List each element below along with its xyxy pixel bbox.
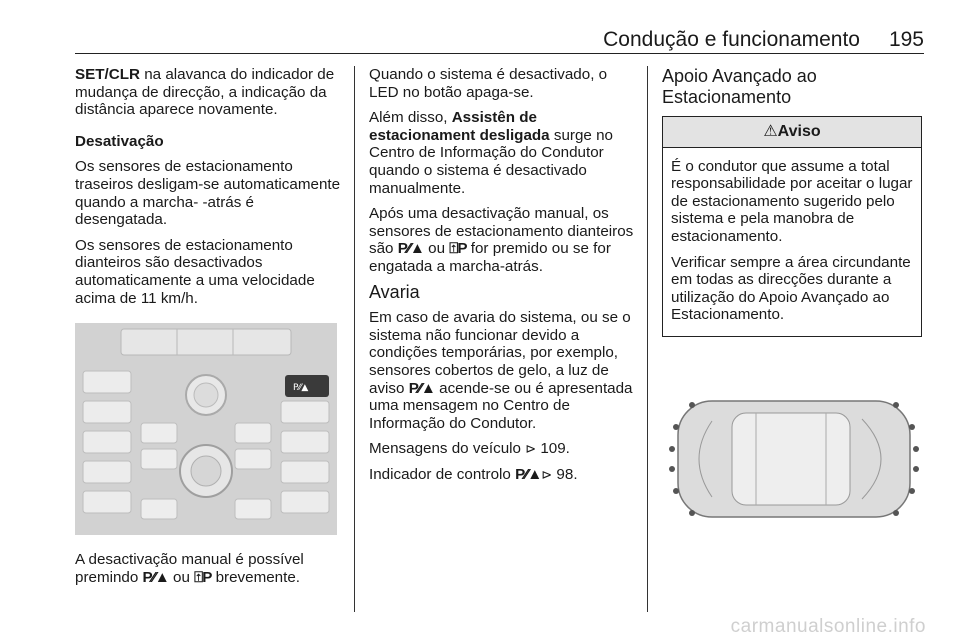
park-sensor-front-icon: P⁄⁄▲ [397, 240, 424, 258]
header-rule [75, 53, 924, 54]
page-header-title: Condução e funcionamento [603, 28, 860, 51]
warning-label: Aviso [777, 123, 821, 140]
car-sensors-image [662, 349, 926, 581]
column-divider-1 [354, 66, 355, 612]
reference-control-indicator[interactable]: Indicador de controlo P⁄⁄▲⊳ 98. [369, 465, 578, 483]
set-clr-label: SET/CLR [75, 66, 140, 83]
warning-paragraph-2: Verificar sempre a área circundante em todas as direcções durante a utilização do Apoio Avançado ao Estacionamento. [671, 253, 911, 324]
warning-box [662, 116, 922, 337]
paragraph-led-off: Quando o sistema é desactivado, o LED no botão apaga-se. [369, 66, 608, 101]
warning-paragraph-1: É o condutor que assume a total responsabilidade por aceitar o lugar de estacionamento sugerido pelo sistema e pela manobra de estacionamento. [671, 157, 913, 245]
watermark: carmanualsonline.info [730, 616, 926, 637]
warning-light-icon: P⁄⁄▲ [408, 379, 435, 397]
warning-triangle-icon: ⚠ [763, 123, 778, 140]
deactivation-heading: Desativação [75, 132, 164, 150]
park-assist-icon: ⍐P [449, 240, 467, 258]
park-sensor-front-icon: P⁄⁄▲ [142, 568, 169, 586]
avaria-heading: Avaria [369, 281, 420, 302]
reference-vehicle-messages[interactable]: Mensagens do veículo ⊳ 109. [369, 440, 570, 458]
park-sensor-front-icon: P⁄⁄▲ [515, 465, 542, 483]
section-title-advanced-park-assist: Apoio Avançado ao Estacionamento [662, 66, 817, 107]
car-top-view-illustration [662, 349, 926, 581]
control-panel-image [75, 323, 337, 535]
control-panel-illustration [75, 323, 337, 535]
svg-text:P⁄⁄▲: P⁄⁄▲ [293, 383, 309, 394]
page-number: 195 [888, 28, 924, 51]
park-assist-icon: ⍐P [194, 568, 212, 586]
paragraph-avaria: Em caso de avaria do sistema, ou se o sistema não funcionar devido a condições temporárias, por exemplo, sensores cobertos de gelo, a luz de aviso P⁄⁄▲ acende-se ou é apresentada uma mensagem no Centro de Informação do Condutor. [369, 309, 633, 432]
column-1 [75, 66, 343, 594]
paragraph-manual-deactivation: Após uma desactivação manual, os sensores de estacionamento dianteiros são P⁄⁄▲ ou ⍐P for premido ou se for engatada a marcha-atrás. [369, 205, 634, 275]
paragraph-dic-message: Além disso, Assistên de estacionament desligada surge no Centro de Informação do Condutor quando o sistema é desactivado manualmente. [369, 109, 613, 197]
page-ref-arrow-icon: ⊳ [525, 441, 537, 457]
column-divider-2 [647, 66, 648, 612]
warning-header [663, 117, 921, 148]
paragraph-deactivation: Os sensores de estacionamento traseiros desligam-se automaticamente quando a marcha- -atrás é desengatada. [75, 158, 341, 229]
caption-manual-deactivation: A desactivação manual é possível premindo P⁄⁄▲ ou ⍐P brevemente. [75, 551, 304, 586]
column-2 [369, 66, 637, 491]
warning-body [663, 148, 921, 336]
column-3 [662, 66, 926, 581]
paragraph-set-clr: SET/CLR na alavanca do indicador de mudança de direcção, a indicação da distância aparece novamente. [75, 66, 335, 119]
paragraph-front-sensors: Os sensores de estacionamento dianteiros são desactivados automaticamente a uma velocidade acima de 11 km/h. [75, 236, 315, 307]
dic-message-text: Assistên de estacionament desligada [369, 109, 550, 144]
